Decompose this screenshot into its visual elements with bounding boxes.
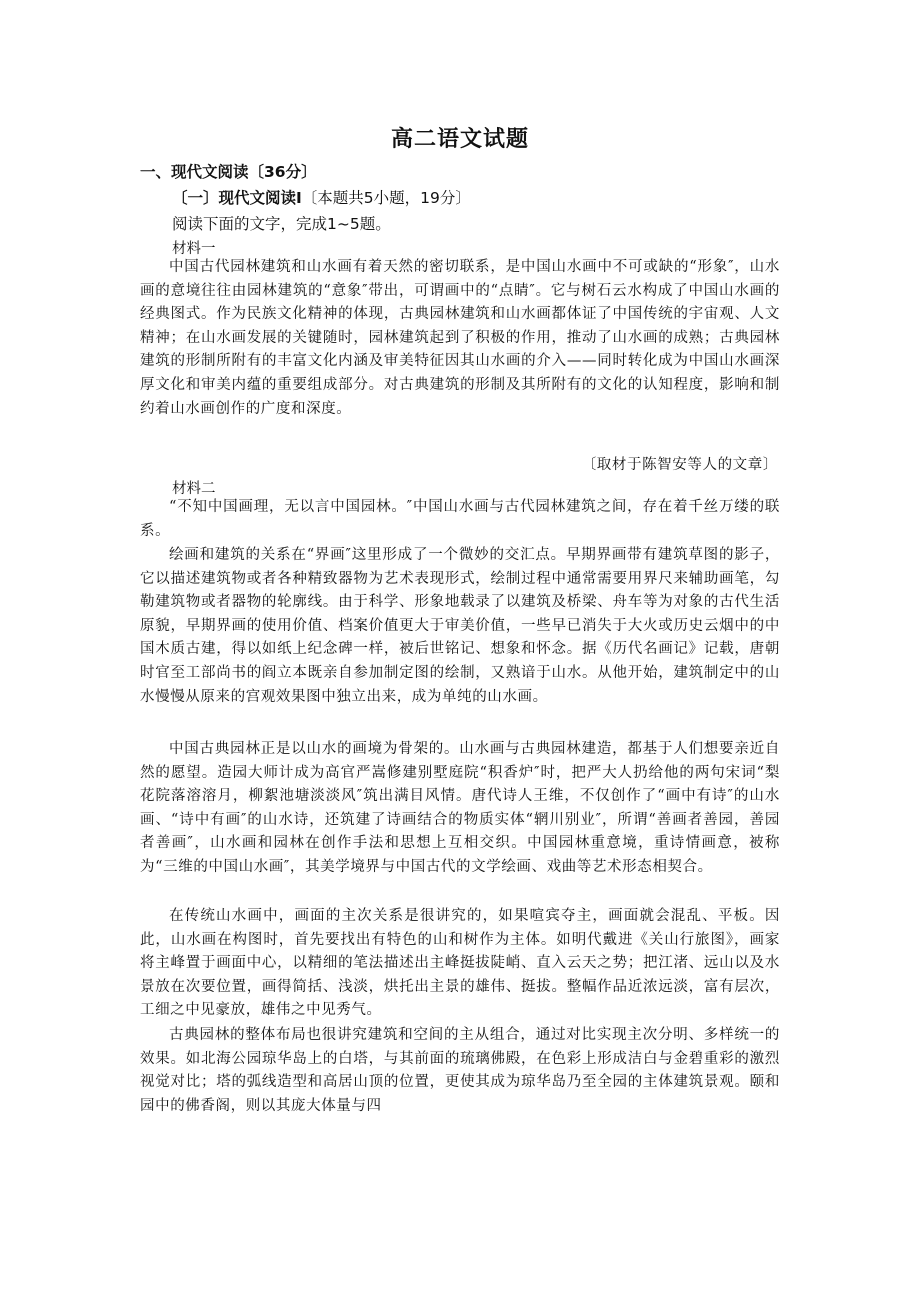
reading-instruction: 阅读下面的文字，完成1~5题。 xyxy=(172,215,391,233)
material-one-source: 〔取材于陈智安等人的文章〕 xyxy=(581,457,778,473)
page-title: 高二语文试题 xyxy=(390,127,529,152)
material-one-label: 材料一 xyxy=(172,241,216,257)
material-two-label: 材料二 xyxy=(172,481,216,497)
material-two-paragraph: “不知中国画理，无以言中国园林。″中国山水画与古代园林建筑之间，存在着千丝万缕的联系。 xyxy=(140,499,780,539)
subsection-heading xyxy=(172,186,471,208)
material-two-paragraph: 绘画和建筑的关系在“界画″这里形成了一个微妙的交汇点。早期界画带有建筑草图的影子，它以描述建筑物或者各种精致器物为艺术表现形式，绘制过程中通常需要用界尺来辅助画笔，勾勒建筑物或者器物的轮廓线。由于科学、形象地载录了以建筑及桥梁、舟车等为对象的古代生活原貌，早期界画的使用价值、档案价值更大于审美价值，一些早已消失于大火或历史云烟中的中国木质古建，得以如纸上纪念碑一样，被后世铭记、想象和怀念。据《历代名画记》记载，唐朝时官至工部尚书的阎立本既亲自参加制定图的绘制，又熟谙于山水。从他开始，建筑制定中的山水慢慢从原来的宫观效果图中独立出来，成为单纯的山水画。 xyxy=(140,547,780,705)
material-two-paragraph: 在传统山水画中，画面的主次关系是很讲究的，如果喧宾夺主，画面就会混乱、平板。因此，山水画在构图时，首先要找出有特色的山和树作为主体。如明代戴进《关山行旅图》，画家将主峰置于画面中心，以精细的笔法描述出主峰挺拔陡峭、直入云天之势；把江渚、远山以及水景放在次要位置，画得简括、浅淡，烘托出主景的雄伟、挺拔。整幅作品近浓远淡，富有层次，工细之中见豪放，雄伟之中见秀气。 xyxy=(140,908,780,1019)
subsection-score: 〔本题共5小题，19分〕 xyxy=(301,189,471,207)
material-two-paragraph: 中国古典园林正是以山水的画境为骨架的。山水画与古典园林建造，都基于人们想要亲近自然的愿望。造园大师计成为高官严嵩修建别墅庭院“积香炉″时，把严大人扔给他的两句宋词“梨花院落溶溶月，柳絮池塘淡淡风″筑出满目风情。唐代诗人王维，不仅创作了“画中有诗″的山水画、“诗中有画″的山水诗，还筑建了诗画结合的物质实体“辋川别业″，所谓“善画者善园，善园者善画″，山水画和园林在创作手法和思想上互相交织。中国园林重意境，重诗情画意，被称为“三维的中国山水画″，其美学境界与中国古代的文学绘画、戏曲等艺术形态相契合。 xyxy=(140,741,780,875)
section-heading: 一、现代文阅读〔36分〕 xyxy=(140,163,317,181)
subsection-label: 〔一〕现代文阅读Ⅰ xyxy=(172,189,302,207)
material-two-paragraph: 古典园林的整体布局也很讲究建筑和空间的主从组合，通过对比实现主次分明、多样统一的效果。如北海公园琼华岛上的白塔，与其前面的琉璃佛殿，在色彩上形成洁白与金碧重彩的激烈视觉对比；塔的弧线造型和高居山顶的位置，更使其成为琼华岛乃至全园的主体建筑景观。颐和园中的佛香阁，则以其庞大体量与四 xyxy=(140,1027,780,1114)
material-one-paragraph: 中国古代园林建筑和山水画有着天然的密切联系，是中国山水画中不可或缺的“形象″，山水画的意境往往由园林建筑的“意象″带出，可谓画中的“点睛″。它与树石云水构成了中国山水画的经典图式。作为民族文化精神的体现，古典园林建筑和山水画都体证了中国传统的宇宙观、人文精神；在山水画发展的关键随时，园林建筑起到了积极的作用，推动了山水画的成熟；古典园林建筑的形制所附有的丰富文化内涵及审美特征因其山水画的介入——同时转化成为中国山水画深厚文化和审美内蕴的重要组成部分。对古典建筑的形制及其所附有的文化的认知程度，影响和制约着山水画创作的广度和深度。 xyxy=(140,259,780,417)
